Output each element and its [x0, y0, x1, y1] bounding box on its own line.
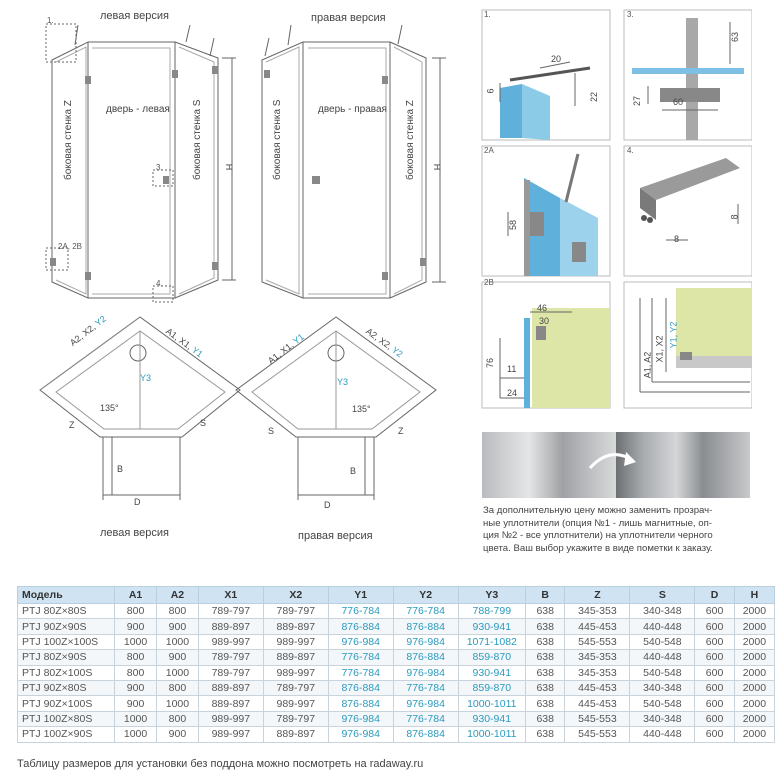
- table-cell: 1000: [115, 727, 157, 742]
- left-plan-z-label: Z: [69, 420, 75, 430]
- detail-5-a1a2: A1, A2: [642, 351, 653, 379]
- table-cell: 445-453: [565, 619, 630, 634]
- table-cell: 1000: [156, 634, 198, 649]
- left-side-s-label: боковая стенка S: [192, 99, 203, 180]
- table-cell: 545-553: [565, 711, 630, 726]
- table-cell: 930-941: [458, 711, 525, 726]
- table-cell: 345-353: [565, 650, 630, 665]
- left-plan-a2-label: A2, X2, Y2: [68, 313, 108, 348]
- detail-3-dim-27: 27: [632, 95, 643, 107]
- detail-2b-dim-30: 30: [539, 316, 550, 326]
- table-row: [18, 711, 775, 726]
- model-cell: PTJ 80Z×90S: [18, 650, 115, 665]
- header-x2: X2: [263, 587, 328, 604]
- model-cell: PTJ 80Z×80S: [18, 604, 115, 619]
- right-plan-d-label: D: [324, 500, 331, 510]
- table-cell: 776-784: [393, 711, 458, 726]
- table-row: [18, 680, 775, 695]
- table-row: [18, 634, 775, 649]
- right-plan-z-label: Z: [398, 426, 404, 436]
- table-cell: 638: [525, 604, 564, 619]
- table-cell: 989-997: [198, 711, 263, 726]
- detail-1-number: 1.: [484, 10, 491, 19]
- right-plan-s-label: S: [268, 426, 275, 436]
- table-cell: 930-941: [458, 619, 525, 634]
- callout-1: 1.: [47, 16, 54, 25]
- height-label-left: H: [224, 163, 235, 171]
- header-s: S: [630, 587, 695, 604]
- table-cell: 345-353: [565, 665, 630, 680]
- table-cell: 540-548: [630, 634, 695, 649]
- table-row: [18, 650, 775, 665]
- model-cell: PTJ 100Z×100S: [18, 634, 115, 649]
- left-plan-b-label: B: [117, 464, 124, 474]
- table-cell: 900: [156, 619, 198, 634]
- table-cell: 789-797: [263, 680, 328, 695]
- table-cell: 889-897: [263, 727, 328, 742]
- table-cell: 876-884: [393, 619, 458, 634]
- detail-4-number: 4.: [627, 146, 634, 155]
- detail-1-dim-6: 6: [485, 88, 496, 94]
- table-cell: 600: [695, 680, 734, 695]
- table-cell: 600: [695, 696, 734, 711]
- table-cell: 859-870: [458, 650, 525, 665]
- table-cell: 789-797: [263, 711, 328, 726]
- table-cell: 900: [156, 727, 198, 742]
- table-cell: 789-797: [263, 604, 328, 619]
- table-header-row: [18, 587, 775, 604]
- note-line-2: ные уплотнители (опция №1 - лишь магнитные, оп-: [483, 517, 712, 529]
- header-a1: A1: [115, 587, 157, 604]
- table-cell: 1000: [156, 665, 198, 680]
- left-version-label: левая версия: [100, 10, 169, 22]
- table-cell: 545-553: [565, 634, 630, 649]
- left-door-label: дверь - левая: [106, 104, 170, 115]
- note-line-1: За дополнительную цену можно заменить прозрач-: [483, 505, 713, 516]
- table-row: [18, 665, 775, 680]
- header-d: D: [695, 587, 734, 604]
- header-b: B: [525, 587, 564, 604]
- table-cell: 540-548: [630, 665, 695, 680]
- right-plan-angle-label: 135°: [352, 404, 371, 414]
- table-cell: 1000-1011: [458, 696, 525, 711]
- table-cell: 800: [115, 604, 157, 619]
- table-cell: 876-884: [393, 650, 458, 665]
- table-cell: 638: [525, 665, 564, 680]
- header-a2: A2: [156, 587, 198, 604]
- size-table: [17, 586, 775, 743]
- model-cell: PTJ 100Z×90S: [18, 727, 115, 742]
- table-cell: 638: [525, 680, 564, 695]
- table-cell: 445-453: [565, 696, 630, 711]
- left-plan-a1-label: A1, X1, Y1: [164, 326, 205, 360]
- right-door-label: дверь - правая: [318, 104, 387, 115]
- table-cell: 976-984: [393, 696, 458, 711]
- header-y3: Y3: [458, 587, 525, 604]
- table-cell: 600: [695, 619, 734, 634]
- model-cell: PTJ 100Z×80S: [18, 711, 115, 726]
- right-version-bottom-label: правая версия: [298, 530, 373, 542]
- table-cell: 340-348: [630, 604, 695, 619]
- table-cell: 638: [525, 650, 564, 665]
- table-cell: 638: [525, 711, 564, 726]
- table-cell: 638: [525, 619, 564, 634]
- table-cell: 2000: [734, 604, 774, 619]
- table-cell: 989-997: [263, 665, 328, 680]
- table-cell: 1071-1082: [458, 634, 525, 649]
- table-cell: 540-548: [630, 696, 695, 711]
- table-cell: 876-884: [328, 696, 393, 711]
- detail-2b-number: 2B: [484, 278, 494, 287]
- table-cell: 600: [695, 727, 734, 742]
- table-cell: 900: [156, 650, 198, 665]
- right-plan-a1-label: A1, X1, Y1: [266, 331, 306, 366]
- table-cell: 600: [695, 650, 734, 665]
- table-cell: 889-897: [198, 680, 263, 695]
- table-cell: 800: [115, 650, 157, 665]
- left-version-bottom-label: левая версия: [100, 527, 169, 539]
- detail-1-dim-20: 20: [551, 54, 562, 64]
- right-version-label: правая версия: [311, 12, 386, 24]
- height-label-right: H: [432, 163, 443, 171]
- note-line-3: ция №2 - все уплотнители) на уплотнители черного: [483, 530, 713, 542]
- table-cell: 976-984: [328, 634, 393, 649]
- table-cell: 800: [156, 711, 198, 726]
- right-side-s-label: боковая стенка S: [272, 99, 283, 180]
- table-cell: 776-784: [393, 604, 458, 619]
- table-cell: 600: [695, 604, 734, 619]
- table-cell: 989-997: [263, 634, 328, 649]
- detail-1-dim-22: 22: [589, 91, 600, 103]
- table-cell: 800: [115, 665, 157, 680]
- table-cell: 976-984: [328, 711, 393, 726]
- left-plan-d-label: D: [134, 497, 141, 507]
- table-cell: 2000: [734, 680, 774, 695]
- detail-3-dim-63: 63: [730, 31, 741, 43]
- table-cell: 976-984: [393, 634, 458, 649]
- table-cell: 1000: [115, 634, 157, 649]
- table-cell: 1000-1011: [458, 727, 525, 742]
- right-side-z-label: боковая стенка Z: [405, 100, 416, 180]
- detail-2b-dim-11: 11: [507, 364, 517, 374]
- table-cell: 900: [115, 696, 157, 711]
- table-cell: 876-884: [393, 727, 458, 742]
- table-cell: 2000: [734, 619, 774, 634]
- table-cell: 1000: [115, 711, 157, 726]
- table-cell: 989-997: [263, 696, 328, 711]
- table-cell: 340-348: [630, 711, 695, 726]
- model-cell: PTJ 80Z×100S: [18, 665, 115, 680]
- detail-2b-dim-46: 46: [537, 303, 548, 313]
- table-cell: 2000: [734, 727, 774, 742]
- callout-3: 3.: [156, 163, 163, 172]
- table-cell: 2000: [734, 696, 774, 711]
- table-cell: 788-799: [458, 604, 525, 619]
- table-cell: 2000: [734, 650, 774, 665]
- detail-2b-dim-76: 76: [485, 357, 496, 369]
- table-cell: 800: [156, 680, 198, 695]
- table-cell: 638: [525, 634, 564, 649]
- detail-5-x1x2: X1, X2: [654, 335, 665, 363]
- table-cell: 876-884: [328, 619, 393, 634]
- table-cell: 2000: [734, 665, 774, 680]
- table-cell: 900: [115, 619, 157, 634]
- detail-panels: [480, 8, 752, 410]
- table-cell: 800: [156, 604, 198, 619]
- callout-4: 4.: [156, 279, 163, 288]
- header-model: Модель: [18, 587, 115, 604]
- seal-option-note: [483, 505, 713, 555]
- table-cell: 600: [695, 634, 734, 649]
- table-cell: 776-784: [393, 680, 458, 695]
- table-cell: 545-553: [565, 727, 630, 742]
- table-cell: 776-784: [328, 604, 393, 619]
- arrow-right-icon: [586, 444, 642, 474]
- table-cell: 859-870: [458, 680, 525, 695]
- table-cell: 789-797: [198, 650, 263, 665]
- table-cell: 440-448: [630, 727, 695, 742]
- header-z: Z: [565, 587, 630, 604]
- table-cell: 989-997: [198, 634, 263, 649]
- table-cell: 340-348: [630, 680, 695, 695]
- table-cell: 2000: [734, 634, 774, 649]
- table-cell: 1000: [156, 696, 198, 711]
- table-cell: 776-784: [328, 650, 393, 665]
- detail-3-number: 3.: [627, 10, 634, 19]
- table-row: [18, 604, 775, 619]
- right-plan-y3-label: Y3: [337, 377, 349, 387]
- table-cell: 889-897: [263, 619, 328, 634]
- table-cell: 989-997: [198, 727, 263, 742]
- table-cell: 638: [525, 727, 564, 742]
- right-plan-b-label: B: [350, 466, 357, 476]
- table-cell: 900: [115, 680, 157, 695]
- table-cell: 600: [695, 665, 734, 680]
- table-cell: 638: [525, 696, 564, 711]
- table-cell: 2000: [734, 711, 774, 726]
- right-plan-a2-label: A2, X2, Y2: [364, 326, 405, 360]
- table-cell: 930-941: [458, 665, 525, 680]
- left-plan-s-label: S: [200, 418, 207, 428]
- table-cell: 976-984: [328, 727, 393, 742]
- detail-2a-number: 2A: [484, 146, 494, 155]
- detail-3-dim-60: 60: [673, 97, 684, 107]
- left-plan-angle-label: 135°: [100, 403, 119, 413]
- table-row: [18, 696, 775, 711]
- detail-5-y1y2: Y1, Y2: [668, 321, 679, 349]
- callout-2a2b: 2A, 2B: [58, 242, 83, 251]
- header-x1: X1: [198, 587, 263, 604]
- left-side-z-label: боковая стенка Z: [63, 100, 74, 180]
- table-cell: 445-453: [565, 680, 630, 695]
- footer-note: Таблицу размеров для установки без поддона можно посмотреть на radaway.ru: [17, 758, 424, 770]
- table-cell: 889-897: [198, 696, 263, 711]
- table-row: [18, 727, 775, 742]
- table-cell: 789-797: [198, 604, 263, 619]
- table-cell: 776-784: [328, 665, 393, 680]
- model-cell: PTJ 90Z×100S: [18, 696, 115, 711]
- header-h: H: [734, 587, 774, 604]
- table-row: [18, 619, 775, 634]
- table-cell: 889-897: [198, 619, 263, 634]
- table-cell: 440-448: [630, 619, 695, 634]
- table-cell: 876-884: [328, 680, 393, 695]
- model-cell: PTJ 90Z×90S: [18, 619, 115, 634]
- table-cell: 976-984: [393, 665, 458, 680]
- table-cell: 889-897: [263, 650, 328, 665]
- detail-2b-dim-24: 24: [507, 388, 518, 398]
- table-cell: 600: [695, 711, 734, 726]
- table-cell: 345-353: [565, 604, 630, 619]
- table-cell: 789-797: [198, 665, 263, 680]
- note-line-4: цвета. Ваш выбор укажите в виде пометки к заказу.: [483, 542, 713, 554]
- detail-4-dim-8a: 8: [729, 214, 740, 220]
- left-plan-y3-label: Y3: [140, 373, 152, 383]
- header-y2: Y2: [393, 587, 458, 604]
- detail-2a-dim-58: 58: [508, 219, 519, 231]
- model-cell: PTJ 90Z×80S: [18, 680, 115, 695]
- header-y1: Y1: [328, 587, 393, 604]
- table-cell: 440-448: [630, 650, 695, 665]
- detail-4-dim-8b: 8: [674, 234, 680, 244]
